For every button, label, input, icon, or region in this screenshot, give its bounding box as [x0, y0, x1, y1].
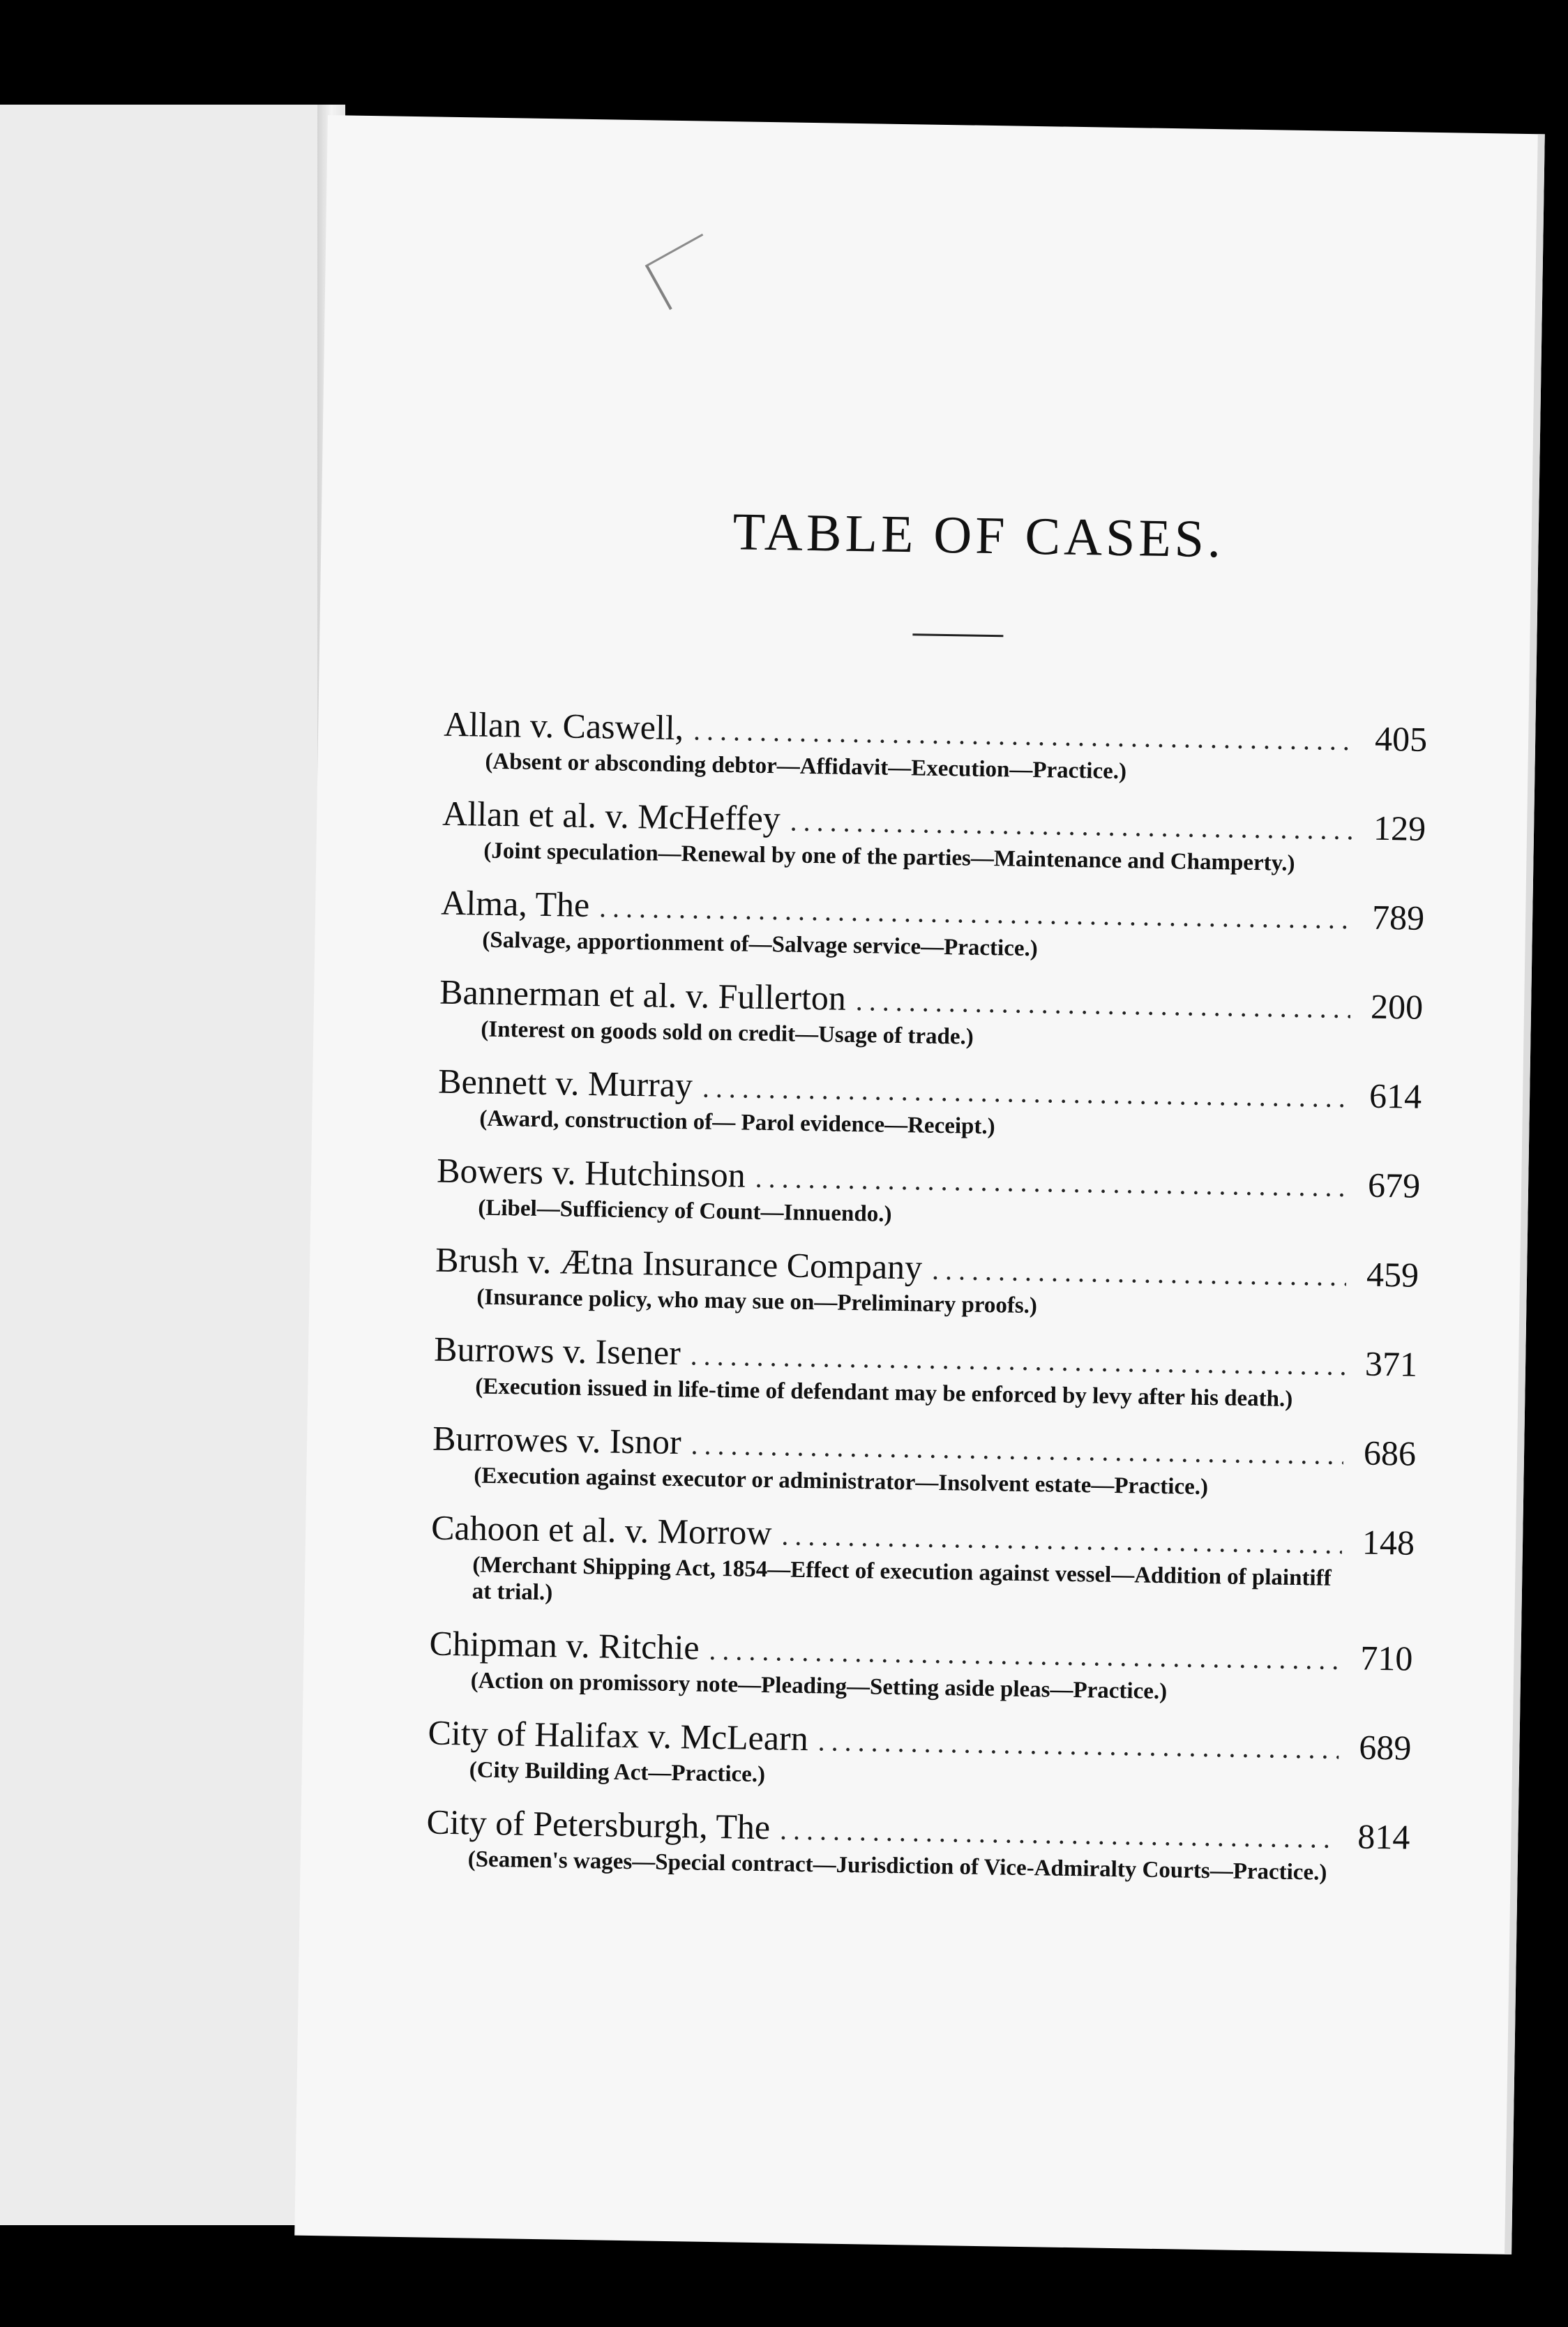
case-name: Bowers v. Hutchinson [436, 1150, 746, 1195]
case-page-number: 689 [1358, 1727, 1412, 1768]
case-note: (Execution issued in life-time of defendant may be enforced by levy after his death.) [475, 1373, 1293, 1412]
case-entry [442, 792, 1426, 879]
facing-page [0, 105, 328, 2225]
case-name: Chipman v. Ritchie [429, 1623, 700, 1667]
case-name: Allan et al. v. McHeffey [442, 793, 781, 838]
case-note: (Libel—Sufficiency of Count—Innuendo.) [478, 1195, 892, 1227]
case-name: City of Petersburgh, The [426, 1802, 771, 1847]
case-note: (Action on promissory note—Pleading—Setting aside pleas—Practice.) [470, 1668, 1168, 1705]
case-page-number: 459 [1366, 1254, 1419, 1295]
case-entry [435, 1239, 1419, 1325]
case-note: (Merchant Shipping Act, 1854—Effect of execution against vessel—Addition of plaintiff at trial.) [472, 1552, 1332, 1606]
title-divider [912, 633, 1003, 637]
case-entry [436, 1150, 1420, 1236]
case-page-number: 371 [1364, 1343, 1418, 1384]
ink-mark [645, 234, 728, 310]
case-note: (Insurance policy, who may sue on—Preliminary proofs.) [476, 1284, 1038, 1319]
case-page-number: 679 [1367, 1165, 1421, 1205]
case-note: (Joint speculation—Renewal by one of the parties—Maintenance and Champerty.) [483, 838, 1295, 876]
case-entry [439, 971, 1423, 1057]
case-note: (Salvage, apportionment of—Salvage service—Practice.) [482, 927, 1039, 962]
case-note: (Absent or absconding debtor—Affidavit—Execution—Practice.) [485, 748, 1127, 785]
document-page [294, 115, 1545, 2254]
case-entry [433, 1328, 1417, 1415]
case-name: Brush v. Ætna Insurance Company [435, 1240, 923, 1287]
case-page-number: 129 [1373, 808, 1426, 848]
case-page-number: 614 [1369, 1076, 1422, 1116]
case-note: (Execution against executor or administrator—Insolvent estate—Practice.) [474, 1463, 1209, 1500]
case-note: (Seamen's wages—Special contract—Jurisdiction of Vice-Admiralty Courts—Practice.) [467, 1846, 1327, 1885]
case-entry [443, 703, 1427, 790]
case-note: (Award, construction of— Parol evidence—Receipt.) [479, 1106, 995, 1140]
page-title: TABLE OF CASES. [732, 502, 1225, 569]
case-name: Allan v. Caswell, [443, 704, 684, 748]
case-entry [437, 1060, 1422, 1147]
case-note: (City Building Act—Practice.) [469, 1757, 766, 1788]
case-page-number: 814 [1357, 1816, 1410, 1857]
case-note: (Interest on goods sold on credit—Usage of trade.) [481, 1016, 974, 1050]
case-page-number: 148 [1362, 1522, 1415, 1562]
case-page-number: 789 [1371, 897, 1425, 937]
case-entry [427, 1712, 1411, 1798]
case-page-number: 200 [1370, 986, 1424, 1027]
case-page-number: 686 [1363, 1433, 1417, 1473]
case-name: Bennett v. Murray [437, 1061, 693, 1105]
page-edge [1505, 134, 1545, 2254]
case-entry [430, 1507, 1415, 1620]
case-entry [428, 1622, 1412, 1709]
case-name: Cahoon et al. v. Morrow [430, 1507, 772, 1553]
case-name: Bannerman et al. v. Fullerton [439, 972, 847, 1018]
case-entry [440, 882, 1424, 968]
case-entry [425, 1801, 1410, 1888]
dot-leader [817, 1720, 1339, 1770]
case-name: Burrowes v. Isnor [432, 1418, 682, 1462]
case-entry [432, 1417, 1416, 1504]
case-name: Alma, The [440, 882, 590, 925]
case-name: Burrows v. Isener [433, 1329, 681, 1373]
case-name: City of Halifax v. McLearn [428, 1712, 809, 1759]
case-page-number: 405 [1374, 718, 1428, 759]
dot-leader [855, 980, 1350, 1030]
dot-leader [932, 1249, 1347, 1297]
cases-list [425, 703, 1428, 1906]
case-page-number: 710 [1360, 1638, 1413, 1678]
